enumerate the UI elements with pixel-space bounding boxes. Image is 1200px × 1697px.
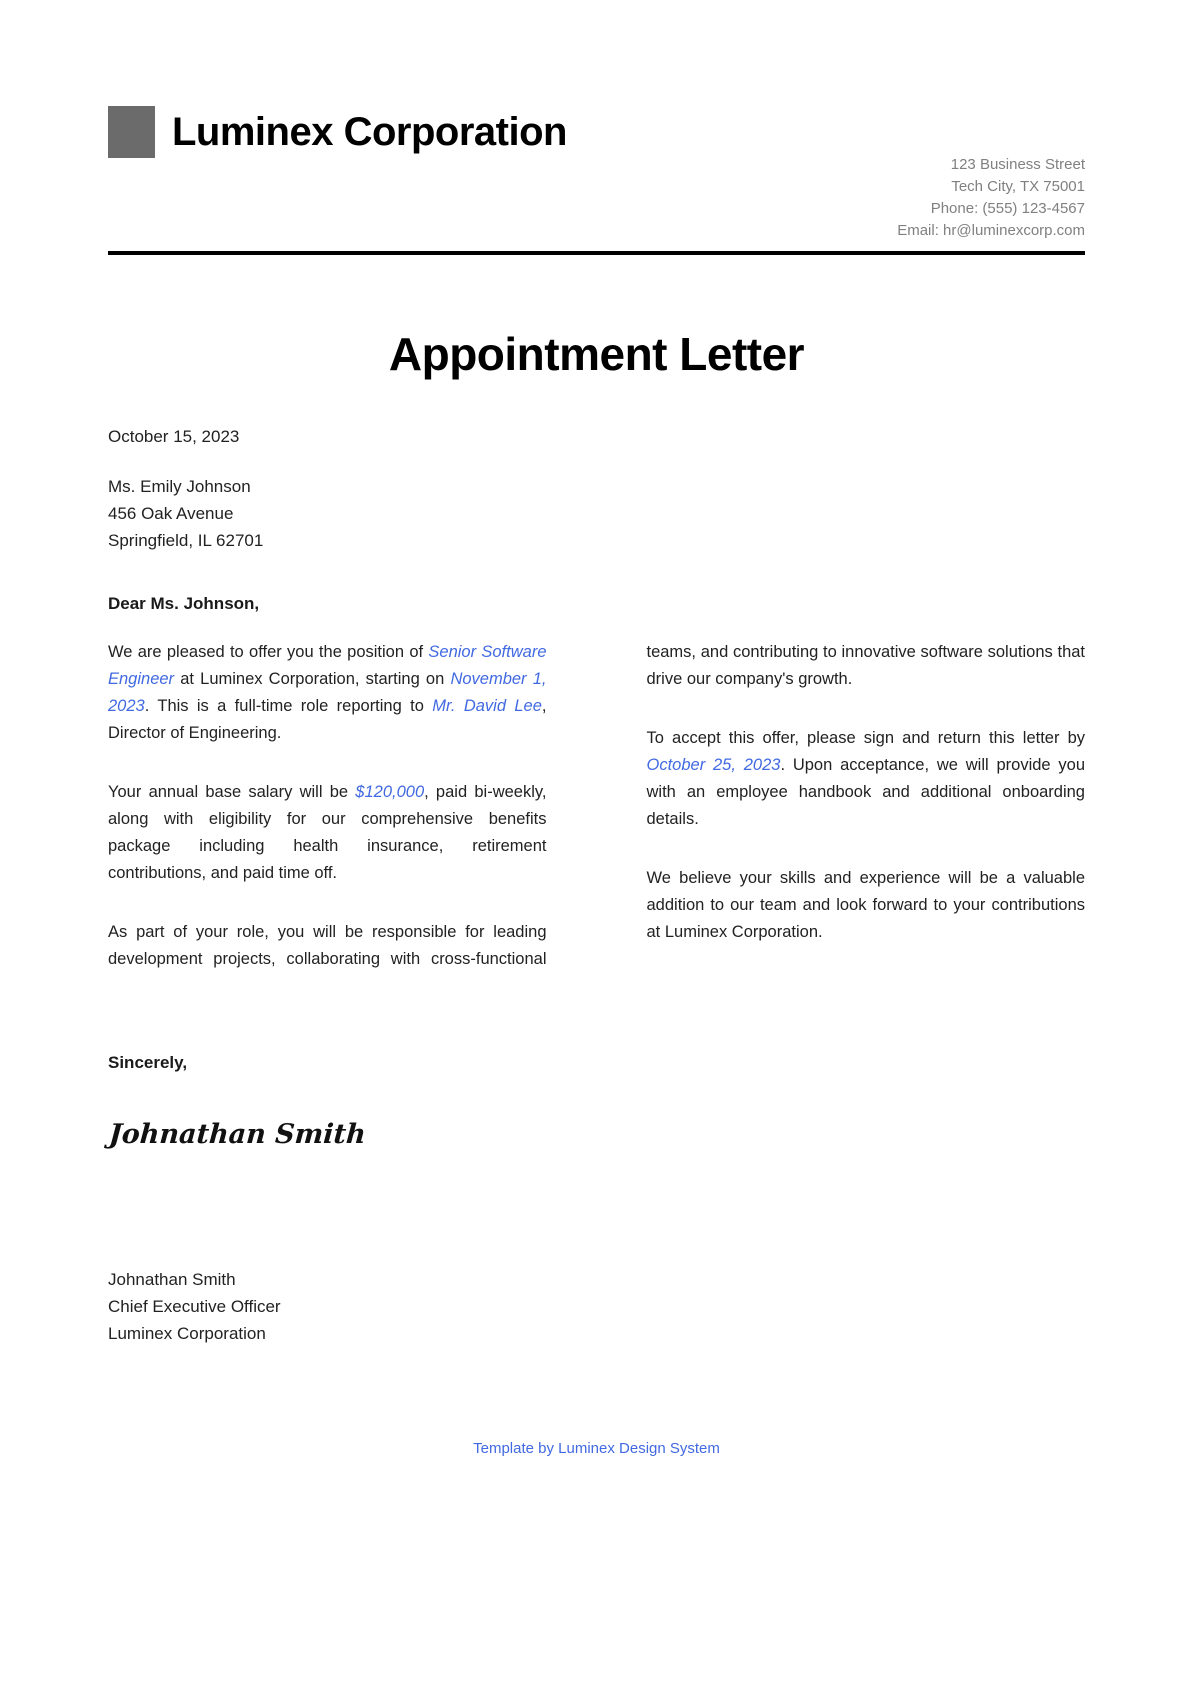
- address-line-street: 123 Business Street: [950, 156, 1085, 173]
- closing: Sincerely,: [108, 1053, 188, 1072]
- body-text: We are pleased to offer you the position of: [108, 643, 429, 661]
- signer-block: [108, 1266, 1085, 1347]
- signature-handwriting: Johnathan Smith: [108, 1119, 367, 1150]
- highlight-field: November 1, 2023: [108, 670, 547, 715]
- body-text: We believe your skills and experience will be a valuable addition to our team and look forward to your contributions at Luminex Corporation.: [646, 869, 1085, 941]
- body-paragraph: [108, 779, 547, 887]
- body-paragraph: [108, 639, 547, 747]
- body-text: . Upon acceptance, we will provide you with an employee handbook and additional onboarding details.: [646, 756, 1085, 828]
- body-text: , paid bi-weekly, along with eligibility for our comprehensive benefits package including health insurance, retirement contributions, and paid time off.: [108, 783, 547, 882]
- body-text: , Director of Engineering.: [108, 697, 547, 742]
- recipient-name: Ms. Emily Johnson: [108, 477, 251, 496]
- letter-body: [108, 639, 1085, 987]
- highlight-field: Mr. David Lee: [432, 697, 542, 715]
- page-footer: [108, 1440, 1085, 1457]
- salutation: Dear Ms. Johnson,: [108, 594, 260, 613]
- body-text: To accept this offer, please sign and return this letter by: [646, 729, 1085, 747]
- highlight-field: October 25, 2023: [646, 756, 781, 774]
- letter-date: October 15, 2023: [108, 427, 240, 446]
- letterhead: [108, 0, 1085, 255]
- body-text: Your annual base salary will be: [108, 783, 356, 801]
- address-line-city: Tech City, TX 75001: [951, 178, 1085, 195]
- address-line-email: Email: hr@luminexcorp.com: [897, 222, 1085, 239]
- company-logo-square: [108, 106, 155, 158]
- highlight-field: $120,000: [355, 783, 425, 801]
- highlight-field: Senior Software Engineer: [108, 643, 547, 688]
- template-credit-link[interactable]: Template by Luminex Design System: [473, 1440, 720, 1457]
- brand: [108, 106, 567, 158]
- page-title: Appointment Letter: [388, 328, 805, 380]
- body-text: at Luminex Corporation, starting on: [174, 670, 451, 688]
- signer-company: Luminex Corporation: [108, 1324, 266, 1343]
- body-text: As part of your role, you will be responsible for leading development projects, collaborating with cross-functional teams, and contributing to innovative software solutions that drive our company's growth.: [108, 643, 1085, 968]
- body-text: . This is a full-time role reporting to: [144, 697, 433, 715]
- recipient-city: Springfield, IL 62701: [108, 531, 264, 550]
- company-address: [897, 154, 1085, 242]
- signer-name: Johnathan Smith: [108, 1270, 236, 1289]
- company-name: Luminex Corporation: [172, 109, 567, 154]
- recipient-street: 456 Oak Avenue: [108, 504, 234, 523]
- body-paragraph: [647, 865, 1086, 946]
- body-paragraph: [647, 725, 1086, 833]
- signer-role: Chief Executive Officer: [108, 1297, 281, 1316]
- address-line-phone: Phone: (555) 123-4567: [930, 200, 1085, 217]
- recipient-address: [108, 473, 1085, 554]
